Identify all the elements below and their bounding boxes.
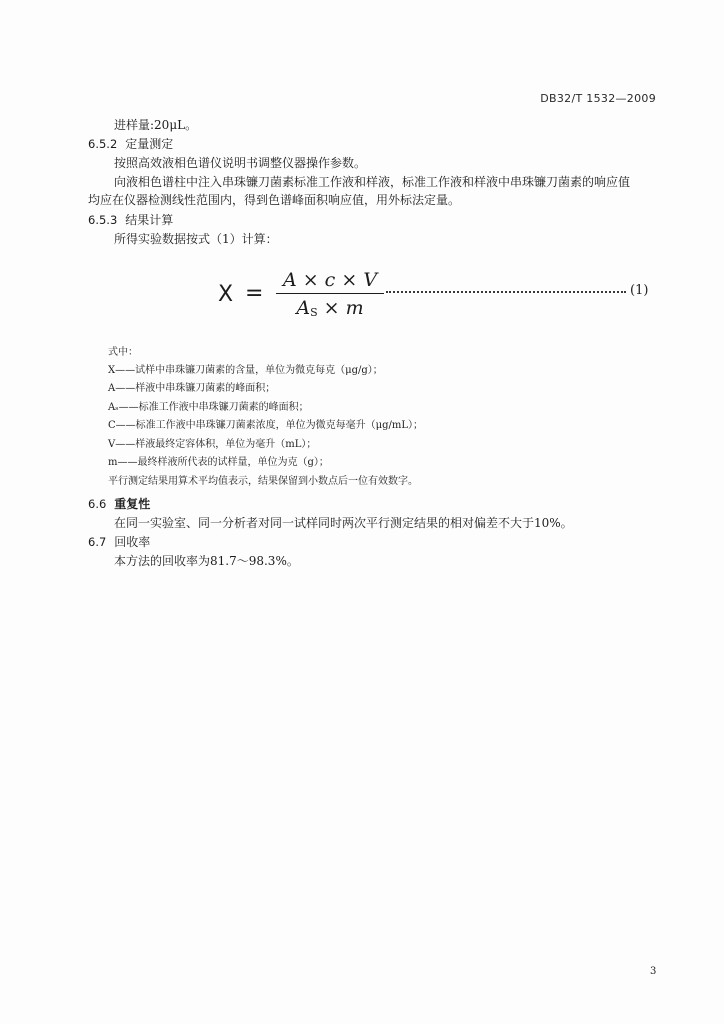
- formula-lhs: X: [218, 282, 234, 307]
- section-title: 定量测定: [125, 137, 174, 151]
- denominator-subscript: S: [310, 306, 318, 320]
- section-number: 6.5.2: [88, 137, 118, 151]
- section-6-5-3-heading: [88, 212, 173, 228]
- formula-fraction: [276, 268, 384, 325]
- denominator-rest: × m: [317, 297, 364, 320]
- variable-v: V——样液最终定容体积，单位为毫升（mL）；: [108, 439, 317, 450]
- page-number: 3: [650, 966, 657, 977]
- section-title: 回收率: [114, 535, 151, 549]
- formula-number: (1): [630, 283, 649, 298]
- paragraph-recovery: 本方法的回收率为81.7～98.3%。: [114, 554, 299, 568]
- document-code: DB32/T 1532—2009: [540, 92, 656, 105]
- formula-equals: =: [245, 281, 264, 306]
- section-6-5-2-heading: [88, 136, 173, 152]
- paragraph-repeatability: 在同一实验室、同一分析者对同一试样同时两次平行测定结果的相对偏差不大于10%。: [114, 516, 573, 530]
- section-6-7-heading: [88, 534, 150, 550]
- section-title: 结果计算: [125, 213, 174, 227]
- injection-volume-text: 进样量:20μL。: [114, 118, 198, 132]
- paragraph-calculation: 所得实验数据按式（1）计算：: [114, 232, 278, 246]
- result-formula: [218, 268, 658, 324]
- denominator-a: A: [296, 297, 311, 320]
- averaging-note: 平行测定结果用算术平均值表示，结果保留到小数点后一位有效数字。: [108, 476, 418, 487]
- formula-denominator: [276, 296, 384, 325]
- section-number: 6.5.3: [88, 213, 118, 227]
- variable-x: X——试样中串珠镰刀菌素的含量，单位为微克每克（μg/g）；: [108, 365, 383, 376]
- variable-as: Aₛ——标准工作液中串珠镰刀菌素的峰面积；: [108, 402, 309, 413]
- section-title: 重复性: [114, 497, 151, 511]
- fraction-bar: [276, 293, 384, 294]
- formula-numerator: A × c × V: [282, 269, 378, 291]
- variable-c: C——标准工作液中串珠镰刀菌素浓度，单位为微克每毫升（μg/mL）；: [108, 420, 424, 431]
- paragraph-injection-line-2: 均应在仪器检测线性范围内，得到色谱峰面积响应值，用外标法定量。: [88, 193, 461, 207]
- paragraph-instrument-setup: 按照高效液相色谱仪说明书调整仪器操作参数。: [114, 156, 367, 170]
- section-number: 6.6: [88, 497, 107, 511]
- section-6-6-heading: [88, 496, 150, 512]
- variable-m: m——最终样液所代表的试样量，单位为克（g）；: [108, 457, 329, 468]
- variable-a: A——样液中串珠镰刀菌素的峰面积；: [108, 383, 276, 394]
- leader-dots: [386, 291, 626, 293]
- paragraph-injection-line-1: 向液相色谱柱中注入串珠镰刀菌素标准工作液和样液，标准工作液和样液中串珠镰刀菌素的响应值: [114, 175, 631, 189]
- section-number: 6.7: [88, 535, 107, 549]
- where-label: 式中：: [108, 347, 138, 358]
